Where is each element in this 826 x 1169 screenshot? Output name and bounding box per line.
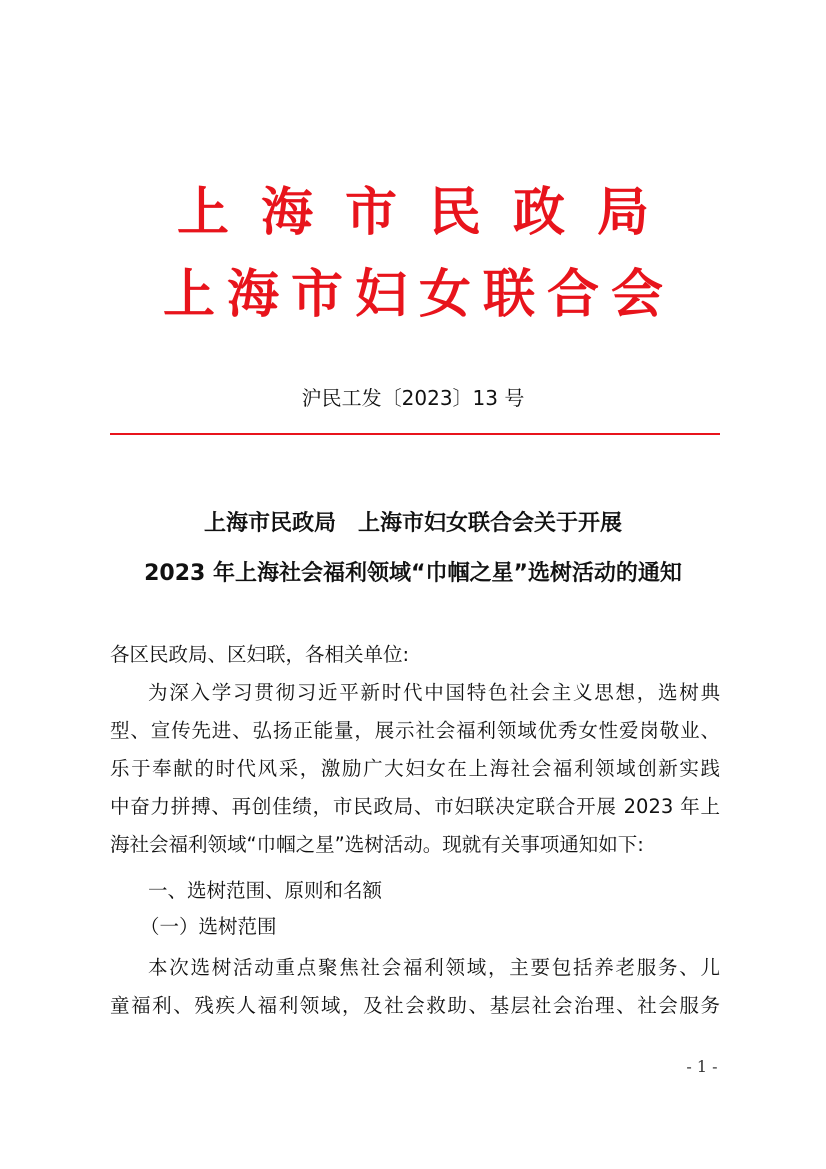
salutation: 各区民政局、区妇联，各相关单位:	[110, 643, 410, 666]
issuer-name-civil-affairs: 上海市民政局	[176, 182, 681, 243]
paragraph-line: 中奋力拼搏、再创佳绩，市民政局、市妇联决定联合开展 2023 年上	[110, 795, 720, 818]
document-title-line-1: 上海市民政局 上海市妇女联合会关于开展	[203, 511, 622, 536]
red-separator-line	[110, 433, 720, 435]
section-heading: 一、选树范围、原则和名额	[148, 879, 383, 902]
paragraph-line: 海社会福利领域“巾帼之星”选树活动。现就有关事项通知如下:	[110, 833, 644, 856]
issuer-name-womens-federation: 上海市妇女联合会	[162, 264, 675, 325]
document-title-line-2: 2023 年上海社会福利领域“巾帼之星”选树活动的通知	[144, 561, 682, 586]
paragraph-line: 为深入学习贯彻习近平新时代中国特色社会主义思想，选树典	[148, 681, 720, 704]
page-number: - 1 -	[686, 1057, 718, 1076]
paragraph-line: 本次选树活动重点聚焦社会福利领域，主要包括养老服务、儿	[148, 956, 720, 979]
subsection-heading: （一）选树范围	[140, 915, 277, 938]
paragraph-line: 型、宣传先进、弘扬正能量，展示社会福利领域优秀女性爱岗敬业、	[110, 719, 720, 742]
paragraph-line: 童福利、残疾人福利领域，及社会救助、基层社会治理、社会服务	[110, 994, 720, 1017]
document-number: 沪民工发〔2023〕13 号	[301, 386, 525, 410]
paragraph-line: 乐于奉献的时代风采，激励广大妇女在上海社会福利领域创新实践	[110, 757, 720, 780]
